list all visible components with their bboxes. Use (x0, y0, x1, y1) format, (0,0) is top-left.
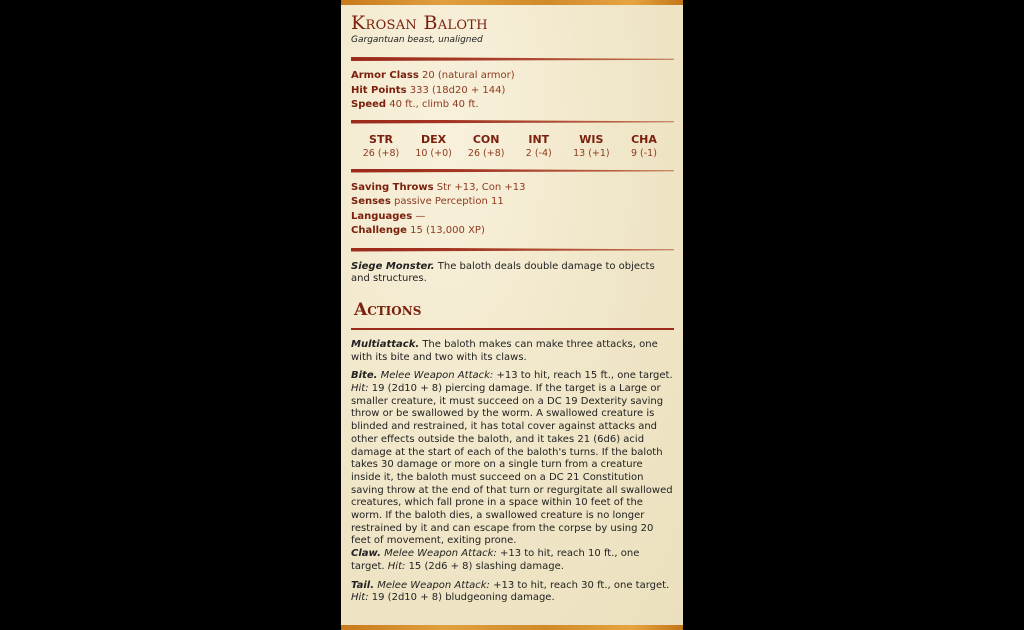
armor-class (351, 69, 674, 84)
divider (351, 57, 674, 61)
action-text: 19 (2d10 + 8) bludgeoning damage. (371, 592, 555, 604)
hit-label: Hit: (387, 560, 406, 572)
ability-name: CHA (631, 132, 657, 146)
armor-class-label: Armor Class (351, 70, 419, 81)
trait-name: Siege Monster. (351, 260, 435, 272)
senses (351, 195, 674, 210)
languages-label: Languages (351, 210, 413, 222)
senses-label: Senses (351, 196, 391, 207)
hit-points (351, 84, 674, 99)
actions-underline (351, 328, 674, 330)
actions-heading: Actions (354, 299, 422, 320)
attack-text: +13 to hit, reach 30 ft., one target. (493, 579, 670, 591)
action-text: 15 (2d6 + 8) slashing damage. (408, 560, 564, 572)
divider (351, 169, 674, 173)
ability-value: 10 (+0) (415, 147, 452, 159)
languages (351, 210, 674, 225)
basic-stats (351, 69, 674, 113)
top-border (341, 0, 683, 5)
divider (351, 248, 674, 252)
action-text: 19 (2d10 + 8) piercing damage. If the target is a Large or smaller creature, it must succeed on a DC 19 Dexterity saving throw or be swallowed by the worm. A swallowed creature is blinded and restrained, it has total cover against attacks and other effects outside the baloth, and it takes 21 (6d6) acid damage at the start of each of the baloth's turns. If the baloth takes 30 damage or more on a single turn from a creature inside it, the baloth must succeed on a DC 21 Constitution saving throw at the end of that turn or regurgitate all swallowed creatures, which fall prone in a space within 10 feet of the worm. If the baloth dies, a swallowed creature is no longer restrained by it and can escape from the corpse by using 20 feet of movement, exiting prone. (351, 383, 673, 547)
ability-name: WIS (579, 132, 604, 146)
monster-name: Krosan Baloth (351, 12, 488, 34)
challenge-label: Challenge (351, 225, 407, 236)
action-name: Multiattack. (351, 338, 420, 350)
divider (351, 120, 674, 124)
ability-dex (410, 133, 458, 160)
ability-value: 2 (-4) (525, 147, 552, 159)
speed-value: 40 ft., climb 40 ft. (389, 99, 479, 110)
action-multiattack (351, 339, 674, 364)
action-name: Bite. (351, 370, 378, 382)
ability-name: CON (472, 132, 500, 146)
attack-text: +13 to hit, reach 10 ft., one target. (351, 548, 640, 572)
action-name: Claw. (351, 548, 381, 560)
trait-text: The baloth deals double damage to objects and structures. (351, 260, 655, 285)
trait-siege-monster (351, 261, 674, 286)
action-claw (351, 548, 674, 573)
speed (351, 98, 674, 113)
hit-points-label: Hit Points (351, 84, 407, 96)
ability-con (462, 133, 510, 160)
saving-throws (351, 181, 674, 196)
secondary-stats (351, 181, 674, 239)
ability-value: 26 (+8) (467, 147, 505, 159)
ability-int (515, 133, 563, 160)
languages-value: — (415, 210, 426, 222)
monster-meta: Gargantuan beast, unaligned (351, 35, 483, 45)
armor-class-value: 20 (natural armor) (421, 70, 515, 81)
challenge-value: 15 (13,000 XP) (410, 225, 485, 236)
senses-value: passive Perception 11 (393, 196, 504, 207)
attack-type: Melee Weapon Attack: (380, 370, 494, 382)
bottom-border (341, 625, 683, 630)
attack-text: +13 to hit, reach 15 ft., one target. (496, 370, 673, 382)
ability-name: INT (528, 132, 550, 146)
action-text: The baloth makes can make three attacks, one with its bite and two with its claws. (351, 338, 658, 363)
saving-throws-label: Saving Throws (351, 181, 434, 193)
speed-label: Speed (351, 99, 387, 110)
hit-points-value: 333 (18d20 + 144) (409, 84, 506, 96)
ability-str (357, 133, 405, 160)
action-name: Tail. (351, 579, 375, 591)
saving-throws-value: Str +13, Con +13 (436, 181, 526, 193)
ability-value: 13 (+1) (573, 147, 610, 159)
action-bite (351, 370, 674, 548)
stat-block (341, 0, 683, 630)
attack-type: Melee Weapon Attack: (377, 579, 490, 591)
ability-name: STR (369, 132, 393, 146)
hit-label: Hit: (351, 383, 369, 395)
ability-wis (567, 133, 615, 160)
challenge (351, 224, 674, 239)
ability-scores (351, 133, 674, 160)
ability-cha (620, 133, 668, 160)
attack-type: Melee Weapon Attack: (384, 548, 497, 560)
ability-name: DEX (421, 132, 447, 146)
ability-value: 9 (-1) (630, 147, 657, 159)
hit-label: Hit: (351, 592, 369, 604)
ability-value: 26 (+8) (362, 147, 400, 159)
action-tail (351, 580, 674, 605)
